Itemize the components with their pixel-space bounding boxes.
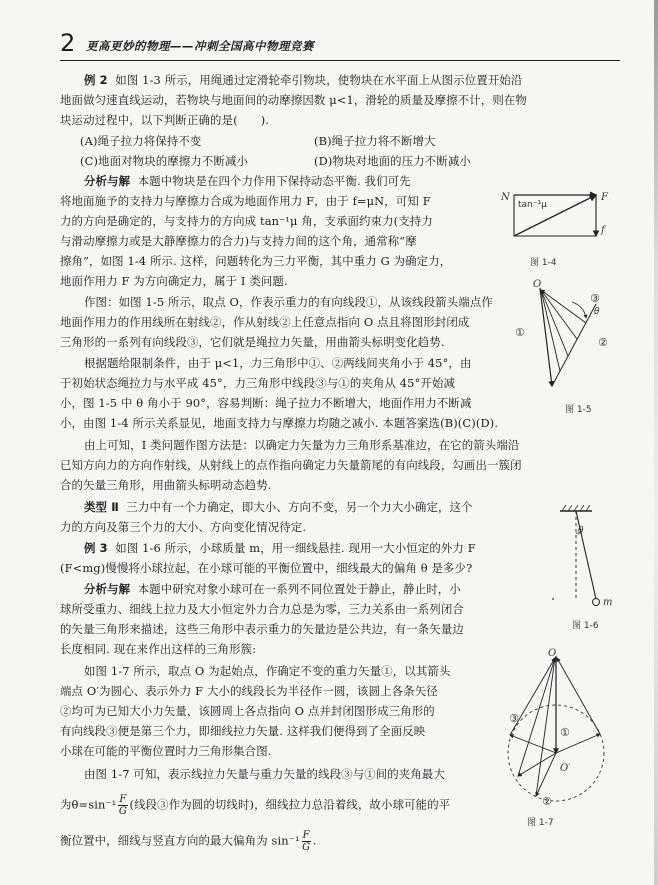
- fig14-angle-label: tan⁻¹μ: [518, 200, 547, 210]
- fig16-caption: 图 1-6: [572, 621, 599, 631]
- option-c: (C)地面对物块的摩擦力不断减小: [80, 154, 249, 168]
- para-fig17-line5: 小球在可能的平衡位置时力三角形集合图.: [60, 744, 272, 758]
- example-label: 例 2: [84, 73, 108, 87]
- fig17-caption: 图 1-7: [527, 818, 554, 828]
- fig15-c2: ②: [598, 336, 608, 349]
- option-b: (B)绳子拉力将不断增大: [314, 134, 436, 148]
- para-genju-line4: 小，由图 1-4 所示关系显见，地面支持力与摩擦力均随之减小. 本题答案选(B)(C)(D).: [60, 416, 499, 430]
- para-genju-line1: 根据题给限制条件，由于 μ<1，力三角形中①、②两线间夹角小于 45°，由: [84, 356, 472, 370]
- analysis1-line6: 地面作用力 F 为方向确定力，属于 Ⅰ 类问题.: [60, 274, 288, 288]
- para-fig17-line1: 如图 1-7 所示，取点 O 为起始点，作确定不变的重力矢量①，以其箭头: [84, 664, 451, 678]
- fig14-caption: 图 1-4: [530, 258, 557, 268]
- type2-line1: [84, 499, 473, 515]
- text: 本题中物块是在四个力作用下保持动态平衡. 我们可先: [137, 174, 411, 188]
- fraction: [302, 830, 311, 853]
- text: 本题中研究对象小球可在一系列不同位置处于静止，静止时，小: [137, 582, 461, 596]
- fig17-O-label: O: [548, 648, 557, 659]
- summary-line3: 合的矢量三角形，用曲箭头标明动态趋势.: [60, 478, 272, 492]
- para-genju-line3: 小，图 1-5 中 θ 角小于 90°，容易判断：绳子拉力不断增大，地面作用力不断减: [60, 396, 472, 410]
- analysis1-line3: 力的方向是确定的，与支持力的方向成 tan⁻¹μ 角，支承面约束力(支持力: [60, 214, 433, 228]
- example2-line2: 地面做匀速直线运动，若物块与地面间的动摩擦因数 μ<1，滑轮的质量及摩擦不计，则在物: [60, 93, 527, 107]
- example-label: 例 3: [84, 541, 108, 555]
- analysis2-line1: [84, 581, 461, 597]
- fig15-theta: θ: [594, 307, 600, 317]
- text: 为θ=sin⁻¹: [60, 797, 117, 812]
- figure-1-6: [550, 505, 630, 620]
- fig14-f-label: f: [601, 225, 605, 236]
- text: 衡位置中，细线与竖直方向的最大偏角为 sin⁻¹: [60, 833, 300, 848]
- text: 三力中有一个力确定，即大小、方向不变，另一个力大小确定，这个: [126, 500, 473, 514]
- fig15-O-label: O: [533, 279, 542, 290]
- fig17-O2-label: O′: [560, 763, 571, 774]
- text: .: [312, 833, 317, 848]
- figure-1-7: [500, 650, 610, 810]
- final-line3: [60, 830, 317, 853]
- para-zuotu-line2: 地面作用力的作用线所在射线②，作从射线②上任意点指向 O 点且将图形封闭成: [60, 315, 470, 329]
- para-zuotu-line1: 作图：如图 1-5 所示，取点 O，作表示重力的有向线段①，从该线段箭头端点作: [84, 295, 493, 309]
- text: (线段③作为圆的切线时)，细线拉力总沿着线，故小球可能的平: [129, 797, 451, 812]
- example3-line1: [84, 540, 476, 556]
- fraction-numerator: F: [302, 830, 310, 841]
- final-line2: [60, 794, 450, 817]
- fig14-F-label: F: [601, 192, 608, 203]
- analysis-label: 分析与解: [84, 582, 131, 596]
- type-label: 类型 Ⅱ: [84, 500, 119, 514]
- fig16-m: m: [603, 597, 613, 608]
- fig17-c2: ②: [542, 795, 552, 808]
- page-number: 2: [60, 29, 76, 57]
- para-fig17-line4: 有向线段③便是第三个力，即细线拉力矢量. 这样我们便得到了全面反映: [60, 724, 426, 738]
- fig15-caption: 图 1-5: [565, 405, 592, 415]
- summary-line2: 已知方向力的方向作射线，从射线上的点作指向确定力矢量箭尾的有向线段，勾画出一簇闭: [60, 458, 522, 472]
- para-genju-line2: 于初始状态绳拉力与水平成 45°，力三角形中线段③与①的夹角从 45°开始减: [60, 376, 456, 390]
- para-fig17-line3: ②均可为已知大小力矢量，该圆周上各点指向 O 点并封闭图形成三角形的: [60, 704, 435, 718]
- fig15-c3: ③: [590, 292, 600, 305]
- figure-1-4: [500, 190, 610, 250]
- fraction: [118, 794, 127, 817]
- option-d: (D)物块对地面的压力不断减小: [314, 154, 471, 168]
- text: 如图 1-3 所示，用绳通过定滑轮牵引物块，使物块在水平面上从图示位置开始沿: [115, 73, 523, 87]
- fraction-numerator: F: [119, 794, 127, 805]
- example3-line2: (F<mg)慢慢将小球拉起，在小球可能的平衡位置中，细线最大的偏角 θ 是多少?: [60, 561, 473, 575]
- example2-line1: [84, 72, 522, 88]
- summary-line1: 由上可知，Ⅰ 类问题作图方法是：以确定力矢量为力三角形系基准边，在它的箭头端沿: [84, 438, 520, 452]
- fig14-N-label: N: [501, 192, 510, 203]
- fraction-denominator: G: [118, 806, 128, 817]
- page-edge-shadow: [654, 0, 658, 885]
- para-fig17-line2: 端点 O′为圆心、表示外力 F 大小的线段长为半径作一圆，该圆上各条矢径: [60, 684, 438, 698]
- fraction-denominator: G: [302, 842, 311, 853]
- fig17-c1: ①: [560, 726, 570, 739]
- analysis1-line4: 与滑动摩擦力或是大静摩擦力的合力)与支持力间的这个角，通常称“摩: [60, 234, 417, 248]
- fig15-c1: ①: [515, 326, 525, 339]
- option-a: (A)绳子拉力将保持不变: [80, 134, 202, 148]
- page-header: [60, 30, 620, 61]
- analysis1-line2: 将地面施予的支持力与摩擦力合成为地面作用力 F，由于 f=μN，可知 F: [60, 194, 431, 208]
- analysis1-line1: [84, 173, 411, 189]
- analysis2-line4: 长度相同. 现在来作出这样的三角形簇:: [60, 642, 257, 656]
- text: 如图 1-6 所示，小球质量 m，用一细线悬挂. 现用一大小恒定的外力 F: [115, 541, 476, 555]
- final-line1: 由图 1-7 可知，表示线拉力矢量与重力矢量的线段③与①间的夹角最大: [84, 767, 446, 781]
- example2-line3: 块运动过程中，以下判断正确的是( ).: [60, 113, 270, 127]
- book-title: 更高更妙的物理——冲刺全国高中物理竞赛: [86, 39, 314, 53]
- analysis1-line5: 擦角”，如图 1-4 所示. 这样，问题转化为三力平衡，其中重力 G 为确定力，: [60, 254, 452, 268]
- analysis2-line2: 球所受重力、细线上拉力及大小恒定外力合力总是为零，三力关系由一系列闭合: [60, 602, 464, 616]
- type2-line2: 力的方向及第三个力的大小、方向变化情况待定.: [60, 520, 307, 534]
- analysis2-line3: 的矢量三角形来描述，这些三角形中表示重力的矢量边是公共边，有一条矢量边: [60, 622, 464, 636]
- analysis-label: 分析与解: [84, 174, 131, 188]
- fig16-theta: θ: [578, 526, 584, 536]
- fig17-c3: ③: [509, 712, 519, 725]
- para-zuotu-line3: 三角形的一系列有向线段③，它们就是绳拉力矢量，用曲箭头标明变化趋势.: [60, 335, 445, 349]
